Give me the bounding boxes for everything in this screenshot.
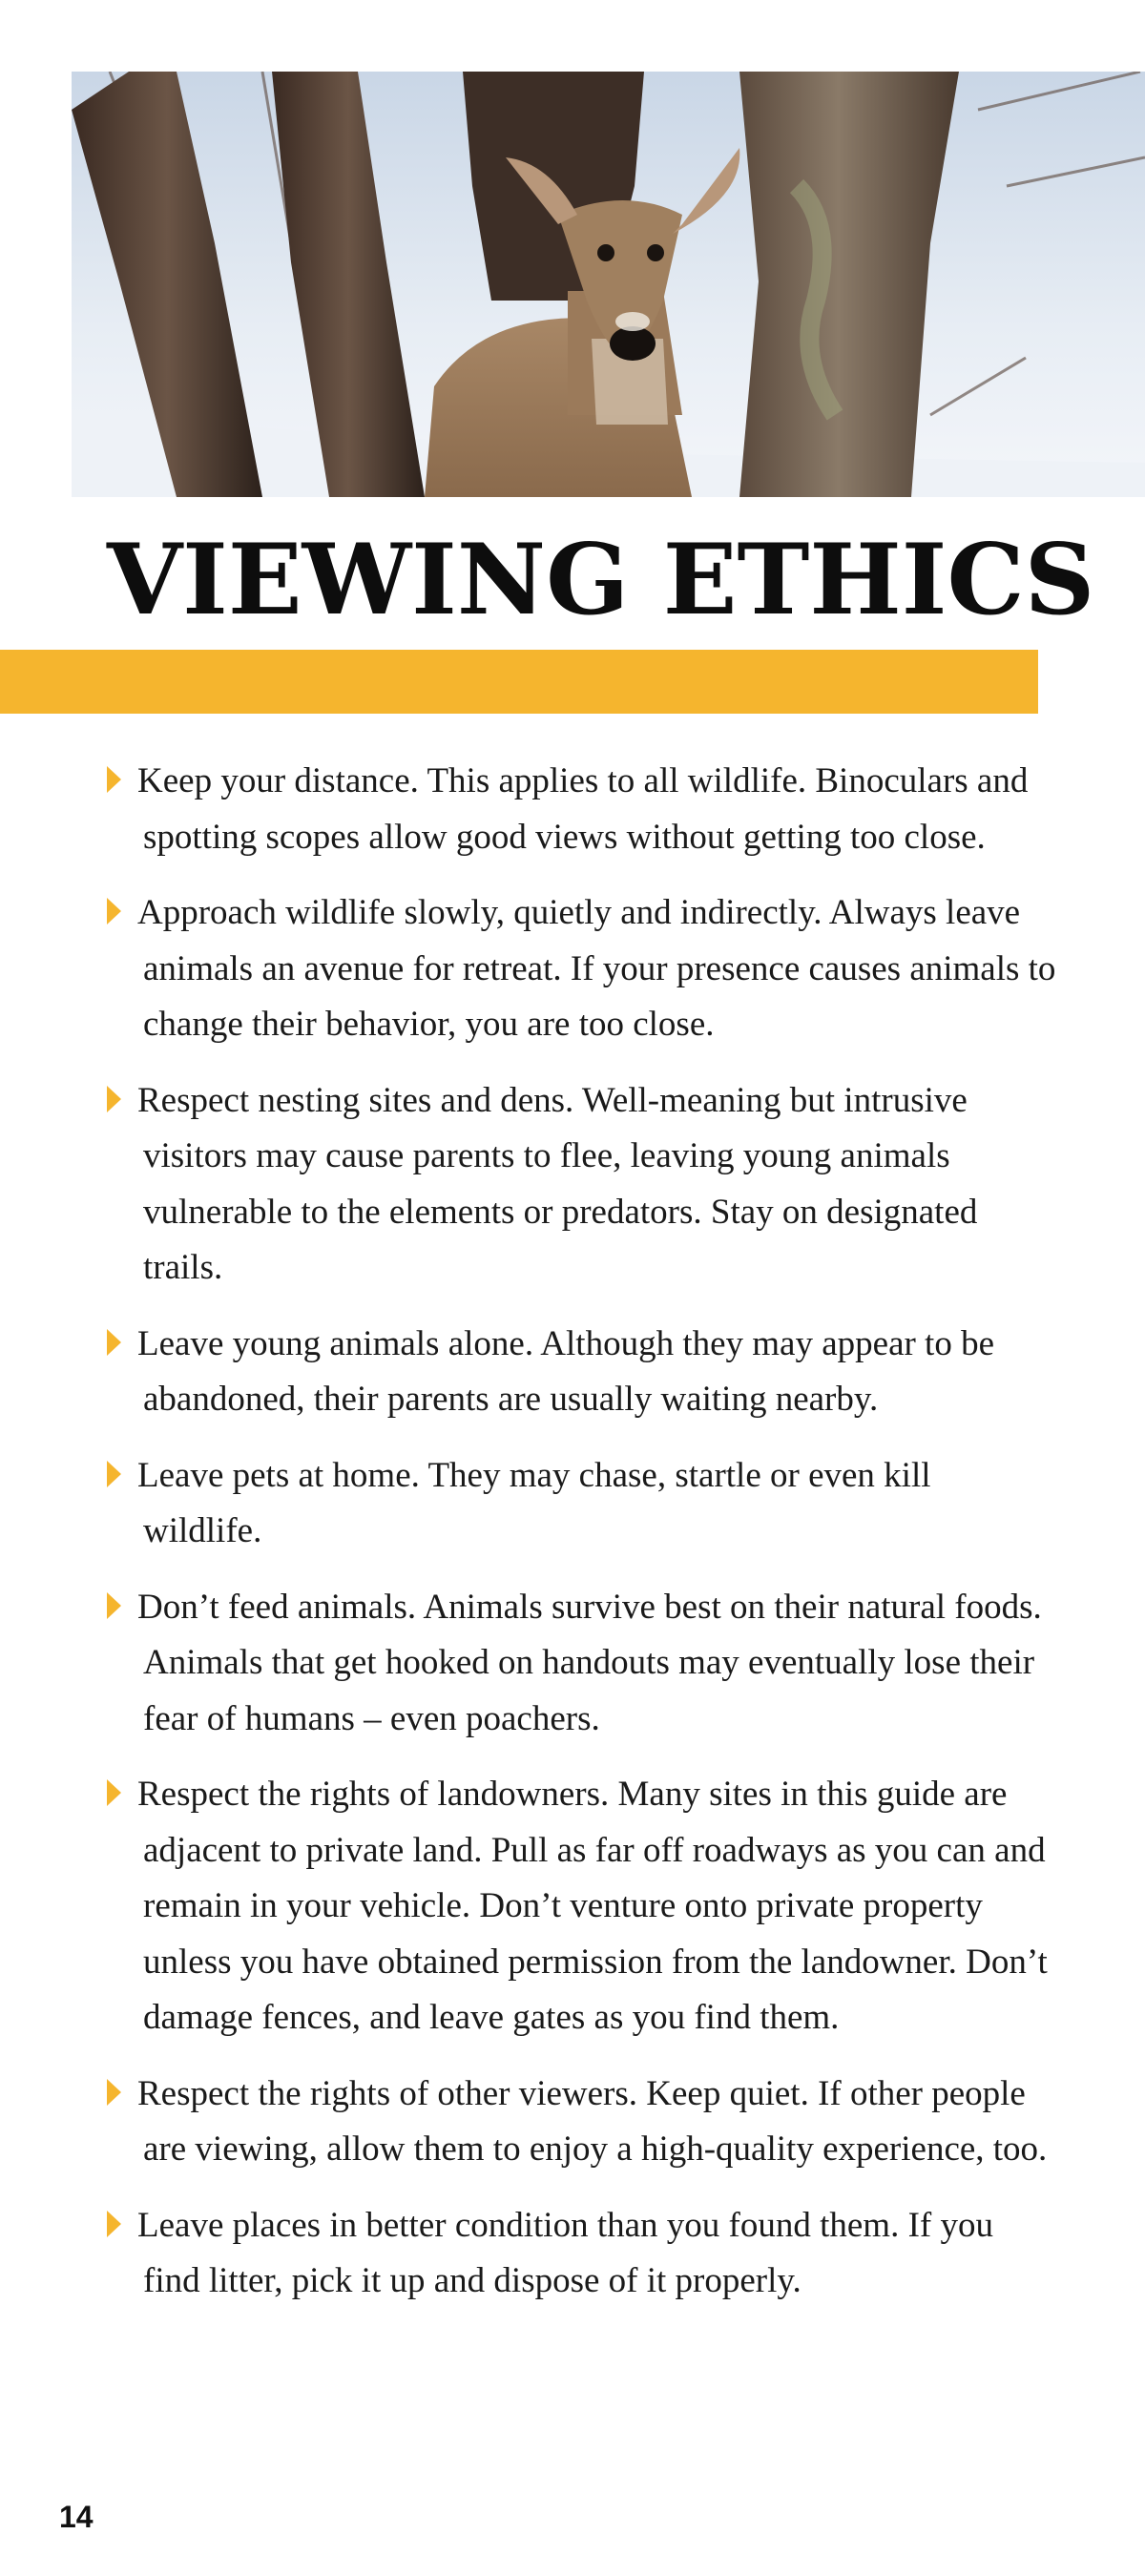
list-item-text: Leave young animals alone. Although they may appear to be abandoned, their parents are usually waiting nearby. [137, 1323, 995, 1419]
title-accent-band [0, 650, 1038, 714]
list-item-text: Respect nesting sites and dens. Well-meaning but intrusive visitors may cause parents to flee, leaving young animals vulnerable to the elements or predators. Stay on designated trails. [137, 1080, 978, 1287]
triangle-bullet-icon [107, 1461, 121, 1487]
list-item-text: Leave pets at home. They may chase, startle or even kill wildlife. [137, 1455, 931, 1550]
list-item-text: Respect the rights of other viewers. Keep quiet. If other people are viewing, allow them to enjoy a high-quality experience, too. [137, 2073, 1048, 2169]
list-item [103, 1073, 1057, 1297]
deer-photo [72, 72, 1145, 497]
triangle-bullet-icon [107, 898, 121, 924]
triangle-bullet-icon [107, 766, 121, 793]
ethics-list [103, 754, 1057, 2330]
list-item-text: Respect the rights of landowners. Many sites in this guide are adjacent to private land. Pull as far off roadways as you can and remain in your vehicle. Don’t venture onto private property unless you have obtained permission from the landowner. Don’t damage fences, and leave gates as you find them. [137, 1775, 1048, 2037]
triangle-bullet-icon [107, 2079, 121, 2106]
triangle-bullet-icon [107, 1086, 121, 1112]
list-item-text: Don’t feed animals. Animals survive best on their natural foods. Animals that get hooked on handouts may eventually lose their fear of humans – even poachers. [137, 1587, 1042, 1738]
deer-in-woods-image [72, 72, 1145, 497]
list-item-text: Approach wildlife slowly, quietly and indirectly. Always leave animals an avenue for retreat. If your presence causes animals to change their behavior, you are too close. [137, 893, 1056, 1044]
triangle-bullet-icon [107, 1329, 121, 1356]
list-item-text: Leave places in better condition than you found them. If you find litter, pick it up and dispose of it properly. [137, 2205, 993, 2300]
list-item [103, 1580, 1057, 1748]
triangle-bullet-icon [107, 2211, 121, 2237]
page-title: VIEWING ETHICS [107, 523, 1095, 637]
triangle-bullet-icon [107, 1779, 121, 1806]
list-item [103, 754, 1057, 865]
list-item [103, 1448, 1057, 1560]
list-item [103, 885, 1057, 1053]
triangle-bullet-icon [107, 1592, 121, 1619]
list-item [103, 2198, 1057, 2310]
list-item-text: Keep your distance. This applies to all wildlife. Binoculars and spotting scopes allow good views without getting too close. [137, 761, 1029, 857]
page-number: 14 [59, 2500, 94, 2534]
list-item [103, 1767, 1057, 2046]
list-item [103, 1317, 1057, 1428]
list-item [103, 2067, 1057, 2178]
